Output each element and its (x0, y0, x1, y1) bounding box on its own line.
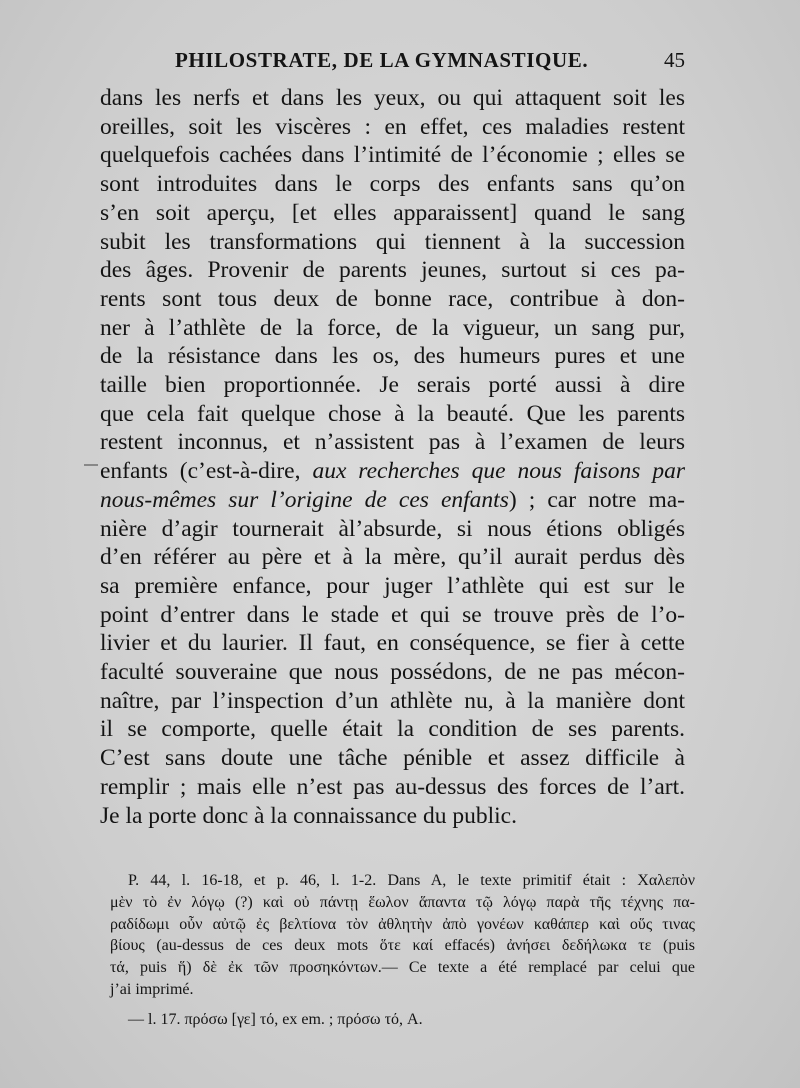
text-segment: ) ; car notre ma- (508, 486, 685, 513)
text-line-mixed (100, 457, 685, 486)
running-title: PHILOSTRATE, DE LA GYMNASTIQUE. (175, 48, 589, 72)
page-number: 45 (664, 48, 685, 72)
text-line: taille bien proportionnée. Je serais porté aussi à dire (100, 372, 685, 399)
text-line: point d’entrer dans le stade et qui se trouve près de l’o- (100, 601, 685, 628)
text-line: des âges. Provenir de parents jeunes, surtout si ces pa- (100, 257, 685, 284)
text-line: Je la porte donc à la connaissance du public. (100, 802, 517, 829)
main-text (100, 84, 685, 830)
text-line: d’en référer au père et à la mère, qu’il aurait perdus dès (100, 544, 685, 571)
footnote-line: βίους (au-dessus de ces deux mots ὅτε καί effacés) ἀνήσει δεδήλωκα τε (puis (110, 937, 695, 955)
text-line: oreilles, soit les viscères : en effet, ces maladies restent (100, 113, 685, 140)
text-line: il se comporte, quelle était la condition de ses parents. (100, 716, 685, 743)
text-line: dans les nerfs et dans les yeux, ou qui attaquent soit les (100, 85, 685, 111)
footnote-line: τά, puis ἥ) δὲ ἐκ τῶν προσηκόντων.— Ce texte a été remplacé par celui que (110, 959, 695, 977)
running-header (175, 48, 685, 76)
text-line: restent inconnus, et n’assistent pas à l’examen de leurs (100, 429, 685, 456)
italic-segment: nous-mêmes sur l’origine de ces enfants (100, 486, 509, 513)
text-line: C’est sans doute une tâche pénible et assez difficile à (100, 745, 685, 772)
text-line: sont introduites dans le corps des enfants sans qu’on (100, 171, 685, 198)
footnote-line: ραδίδωμι οὖν αὐτῷ ἐς βελτίονα τὸν ἀθλητὴν ἀπὸ γονέων καθάπερ καὶ οὕς τινας (110, 915, 695, 933)
text-line: quelquefois cachées dans l’intimité de l’économie ; elles se (100, 142, 685, 169)
footnote-line: μὲν τὸ ἐν λόγῳ (?) καὶ οὐ πάντῃ ἕωλον ἅπαντα τῷ λόγῳ παρὰ τῆς τέχνης πα- (110, 893, 695, 911)
italic-segment: aux recherches que nous faisons par (312, 458, 686, 485)
text-line: faculté souveraine que nous possédons, de ne pas mécon- (100, 659, 685, 686)
text-line: s’en soit aperçu, [et elles apparaissent] quand le sang (100, 199, 685, 226)
footnote-line: P. 44, l. 16-18, et p. 46, l. 1-2. Dans A, le texte primitif était : Χαλεπὸν (128, 872, 695, 889)
margin-pencil-mark (84, 464, 98, 466)
footnotes (110, 870, 695, 1031)
footnote-line: — l. 17. πρόσω [γε] τό, ex em. ; πρόσω τό, A. (128, 1010, 423, 1028)
text-line: nière d’agir tournerait àl’absurde, si nous étions obligés (100, 515, 685, 542)
text-segment: enfants (c’est-à-dire, (100, 458, 313, 485)
text-line: sa première enfance, pour juger l’athlète qui est sur le (100, 572, 685, 599)
text-line: remplir ; mais elle n’est pas au-dessus des forces de l’art. (100, 773, 685, 800)
text-line: livier et du laurier. Il faut, en conséquence, se fier à cette (100, 630, 685, 657)
footnote-line: j’ai imprimé. (110, 980, 194, 998)
text-line: ner à l’athlète de la force, de la vigueur, un sang pur, (100, 314, 685, 341)
text-line: rents sont tous deux de bonne race, contribue à don- (100, 285, 685, 312)
text-line: subit les transformations qui tiennent à la succession (100, 228, 685, 255)
text-line: de la résistance dans les os, des humeurs pures et une (100, 343, 685, 370)
text-line-mixed (100, 486, 685, 515)
text-line: que cela fait quelque chose à la beauté. Que les parents (100, 400, 685, 427)
text-line: naître, par l’inspection d’un athlète nu, à la manière dont (100, 687, 685, 714)
